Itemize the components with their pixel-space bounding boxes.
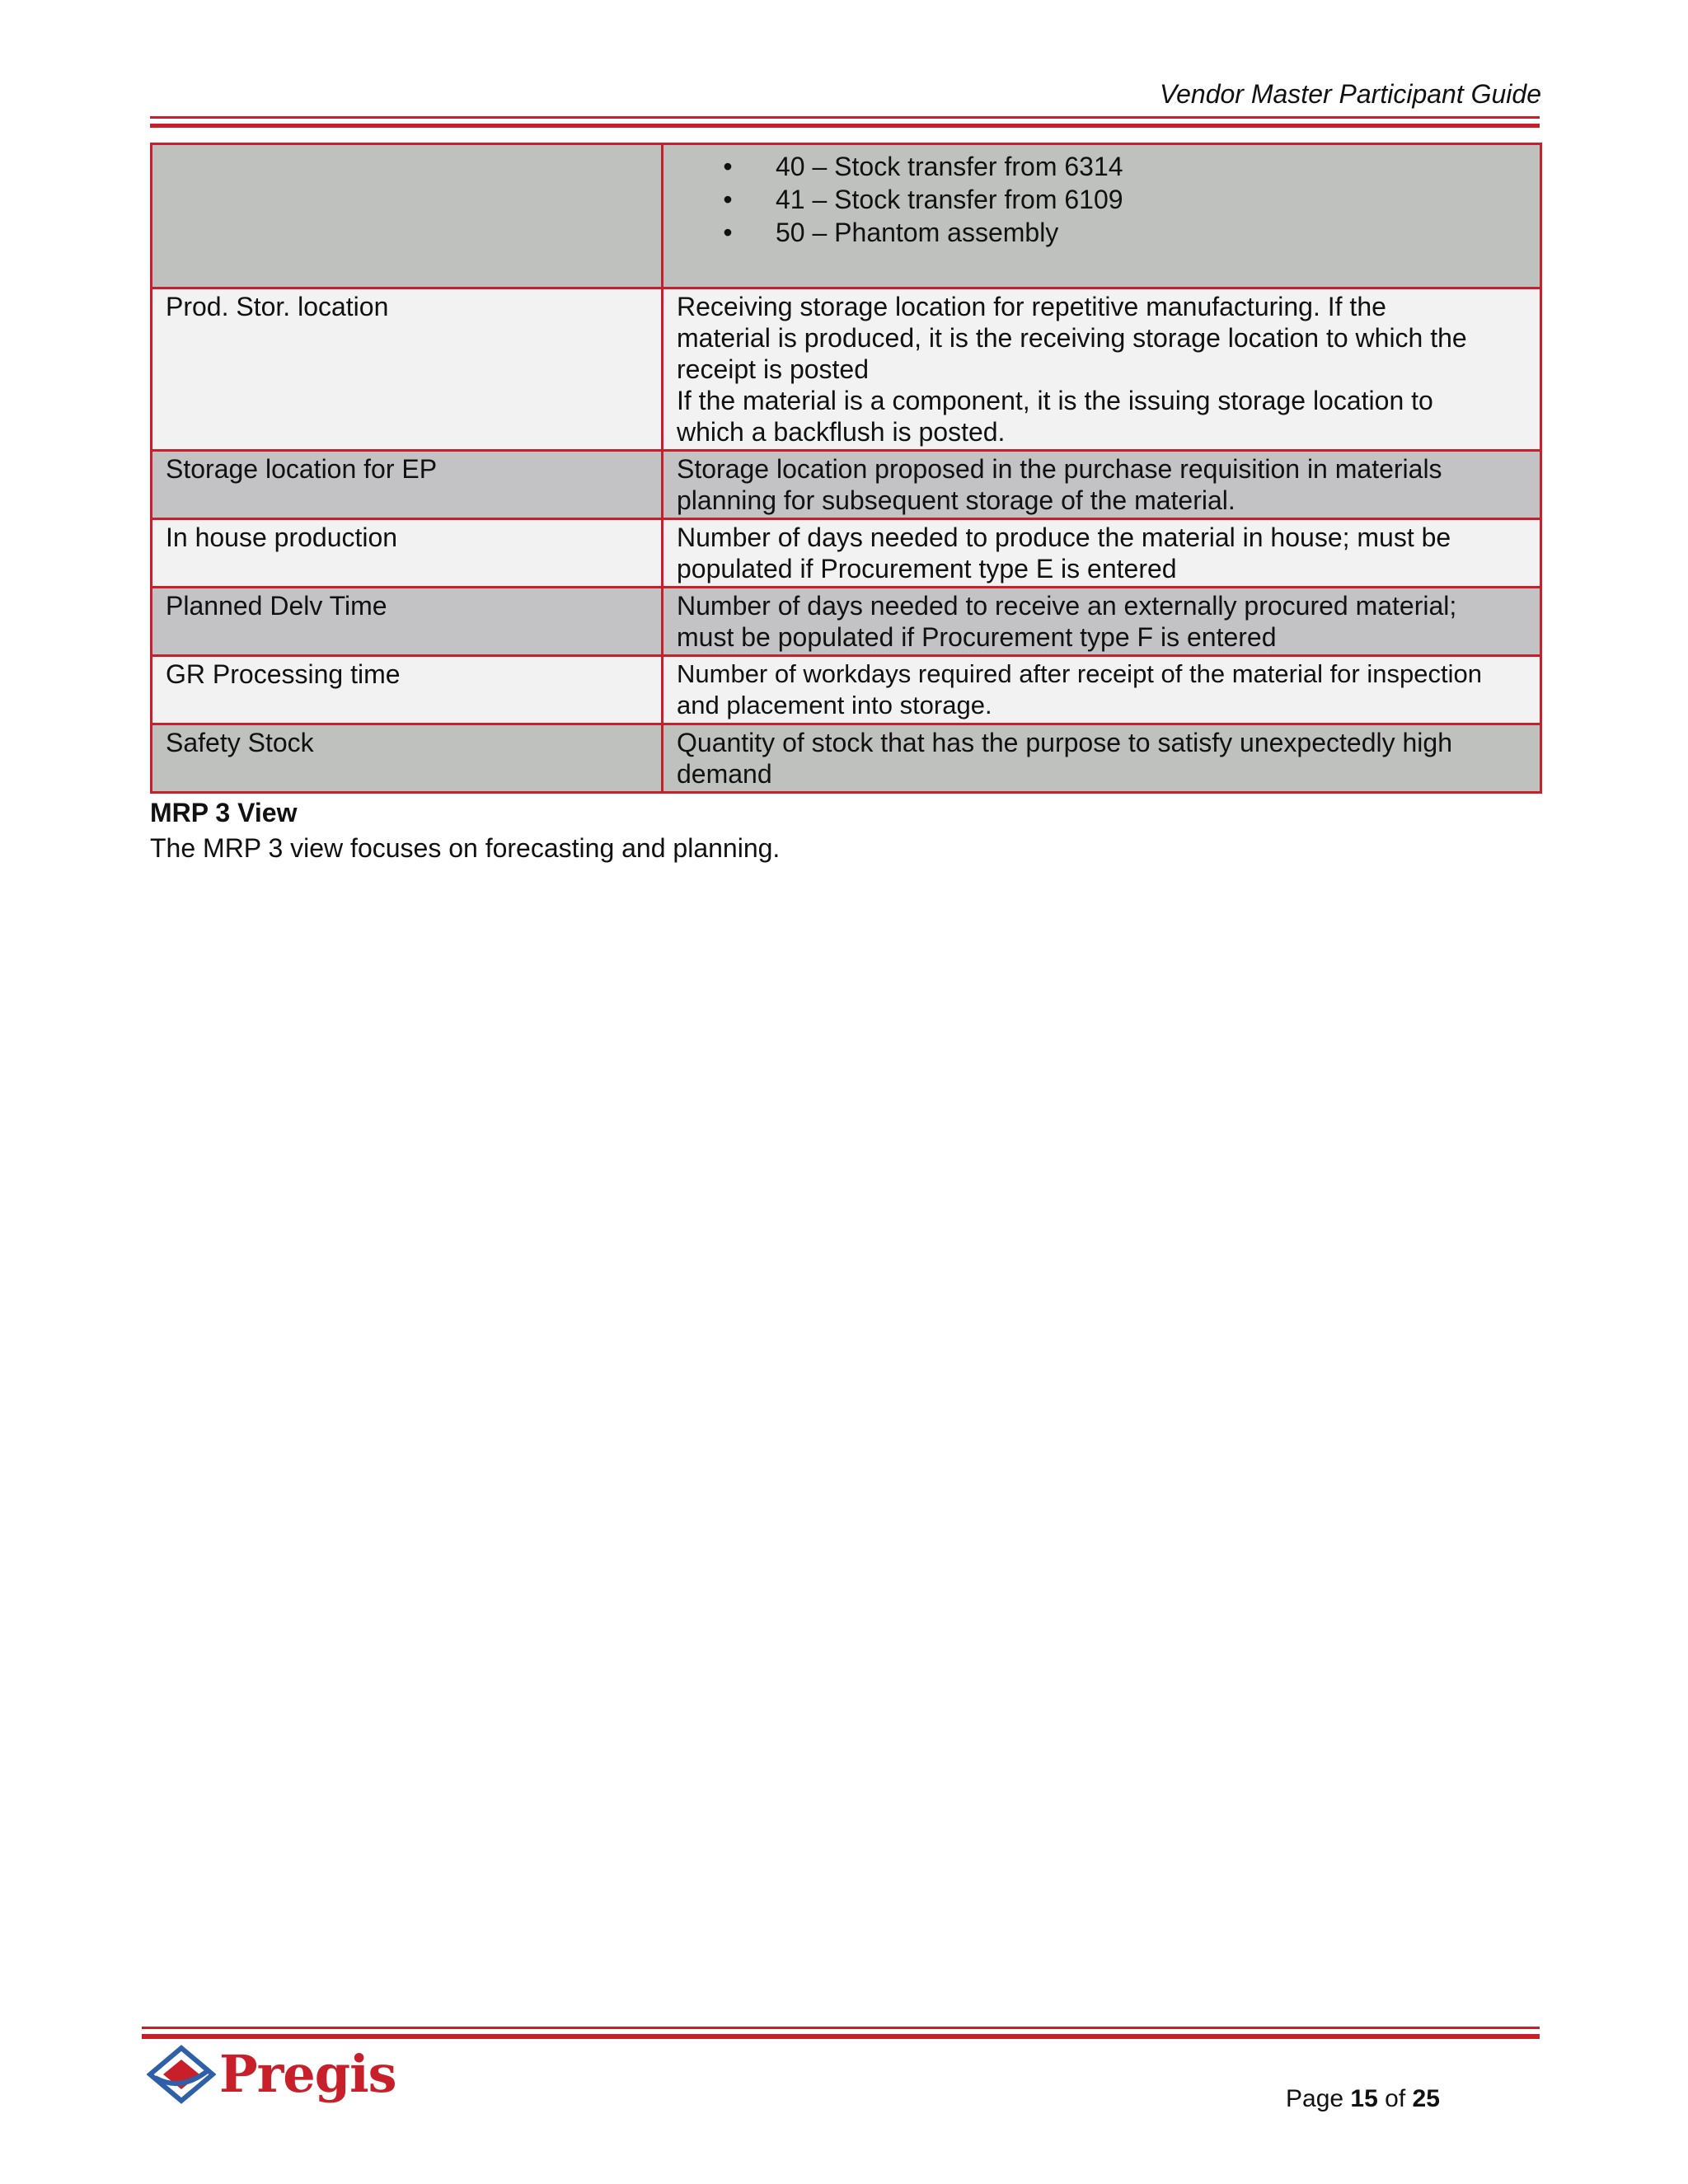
bullet-icon: • [723,185,733,214]
list-item: • 40 – Stock transfer from 6314 [718,150,1526,183]
table-row [152,288,1541,451]
description-cell: Number of days needed to produce the material in house; must be populated if Procurement type E is entered [663,519,1541,588]
section-body: The MRP 3 view focuses on forecasting and planning. [150,833,781,863]
description-cell: Receiving storage location for repetitive manufacturing. If the material is produced, it is the receiving storage location to which the receipt is posted If the material is a component, it is the issuing storage location to which a backflush is posted. [663,288,1541,451]
bullet-icon: • [723,152,733,181]
table-row [152,656,1541,724]
field-cell: GR Processing time [152,656,663,724]
procurement-type-list [677,150,1526,249]
field-cell [152,144,663,288]
pregis-logo [147,2044,396,2104]
mrp-fields-table [150,143,1542,794]
footer-rule-thick [142,2034,1540,2039]
table-row [152,588,1541,656]
table-row [152,451,1541,519]
bullet-icon: • [723,218,733,247]
field-cell: Storage location for EP [152,451,663,519]
document-title: Vendor Master Participant Guide [1159,79,1541,109]
list-item: • 50 – Phantom assembly [718,216,1526,249]
description-cell [663,144,1541,288]
field-cell: In house production [152,519,663,588]
header-rule-thick [150,124,1540,128]
description-cell: Number of workdays required after receipt of the material for inspection and placement into storage. [663,656,1541,724]
field-cell: Planned Delv Time [152,588,663,656]
field-cell: Safety Stock [152,724,663,793]
description-cell: Storage location proposed in the purchase requisition in materials planning for subsequent storage of the material. [663,451,1541,519]
pregis-diamond-icon [147,2045,216,2104]
section-heading: MRP 3 View [150,798,298,827]
list-item: • 41 – Stock transfer from 6109 [718,183,1526,216]
logo-wordmark: Pregis [219,2044,396,2104]
header-rule-thin [150,116,1540,119]
description-cell: Quantity of stock that has the purpose to satisfy unexpectedly high demand [663,724,1541,793]
table-row [152,519,1541,588]
description-cell: Number of days needed to receive an externally procured material; must be populated if Procurement type F is entered [663,588,1541,656]
field-cell: Prod. Stor. location [152,288,663,451]
page-number: Page 15 of 25 [1286,2085,1440,2112]
table-row [152,724,1541,793]
footer-rule-thin [142,2027,1540,2029]
table-row [152,144,1541,288]
